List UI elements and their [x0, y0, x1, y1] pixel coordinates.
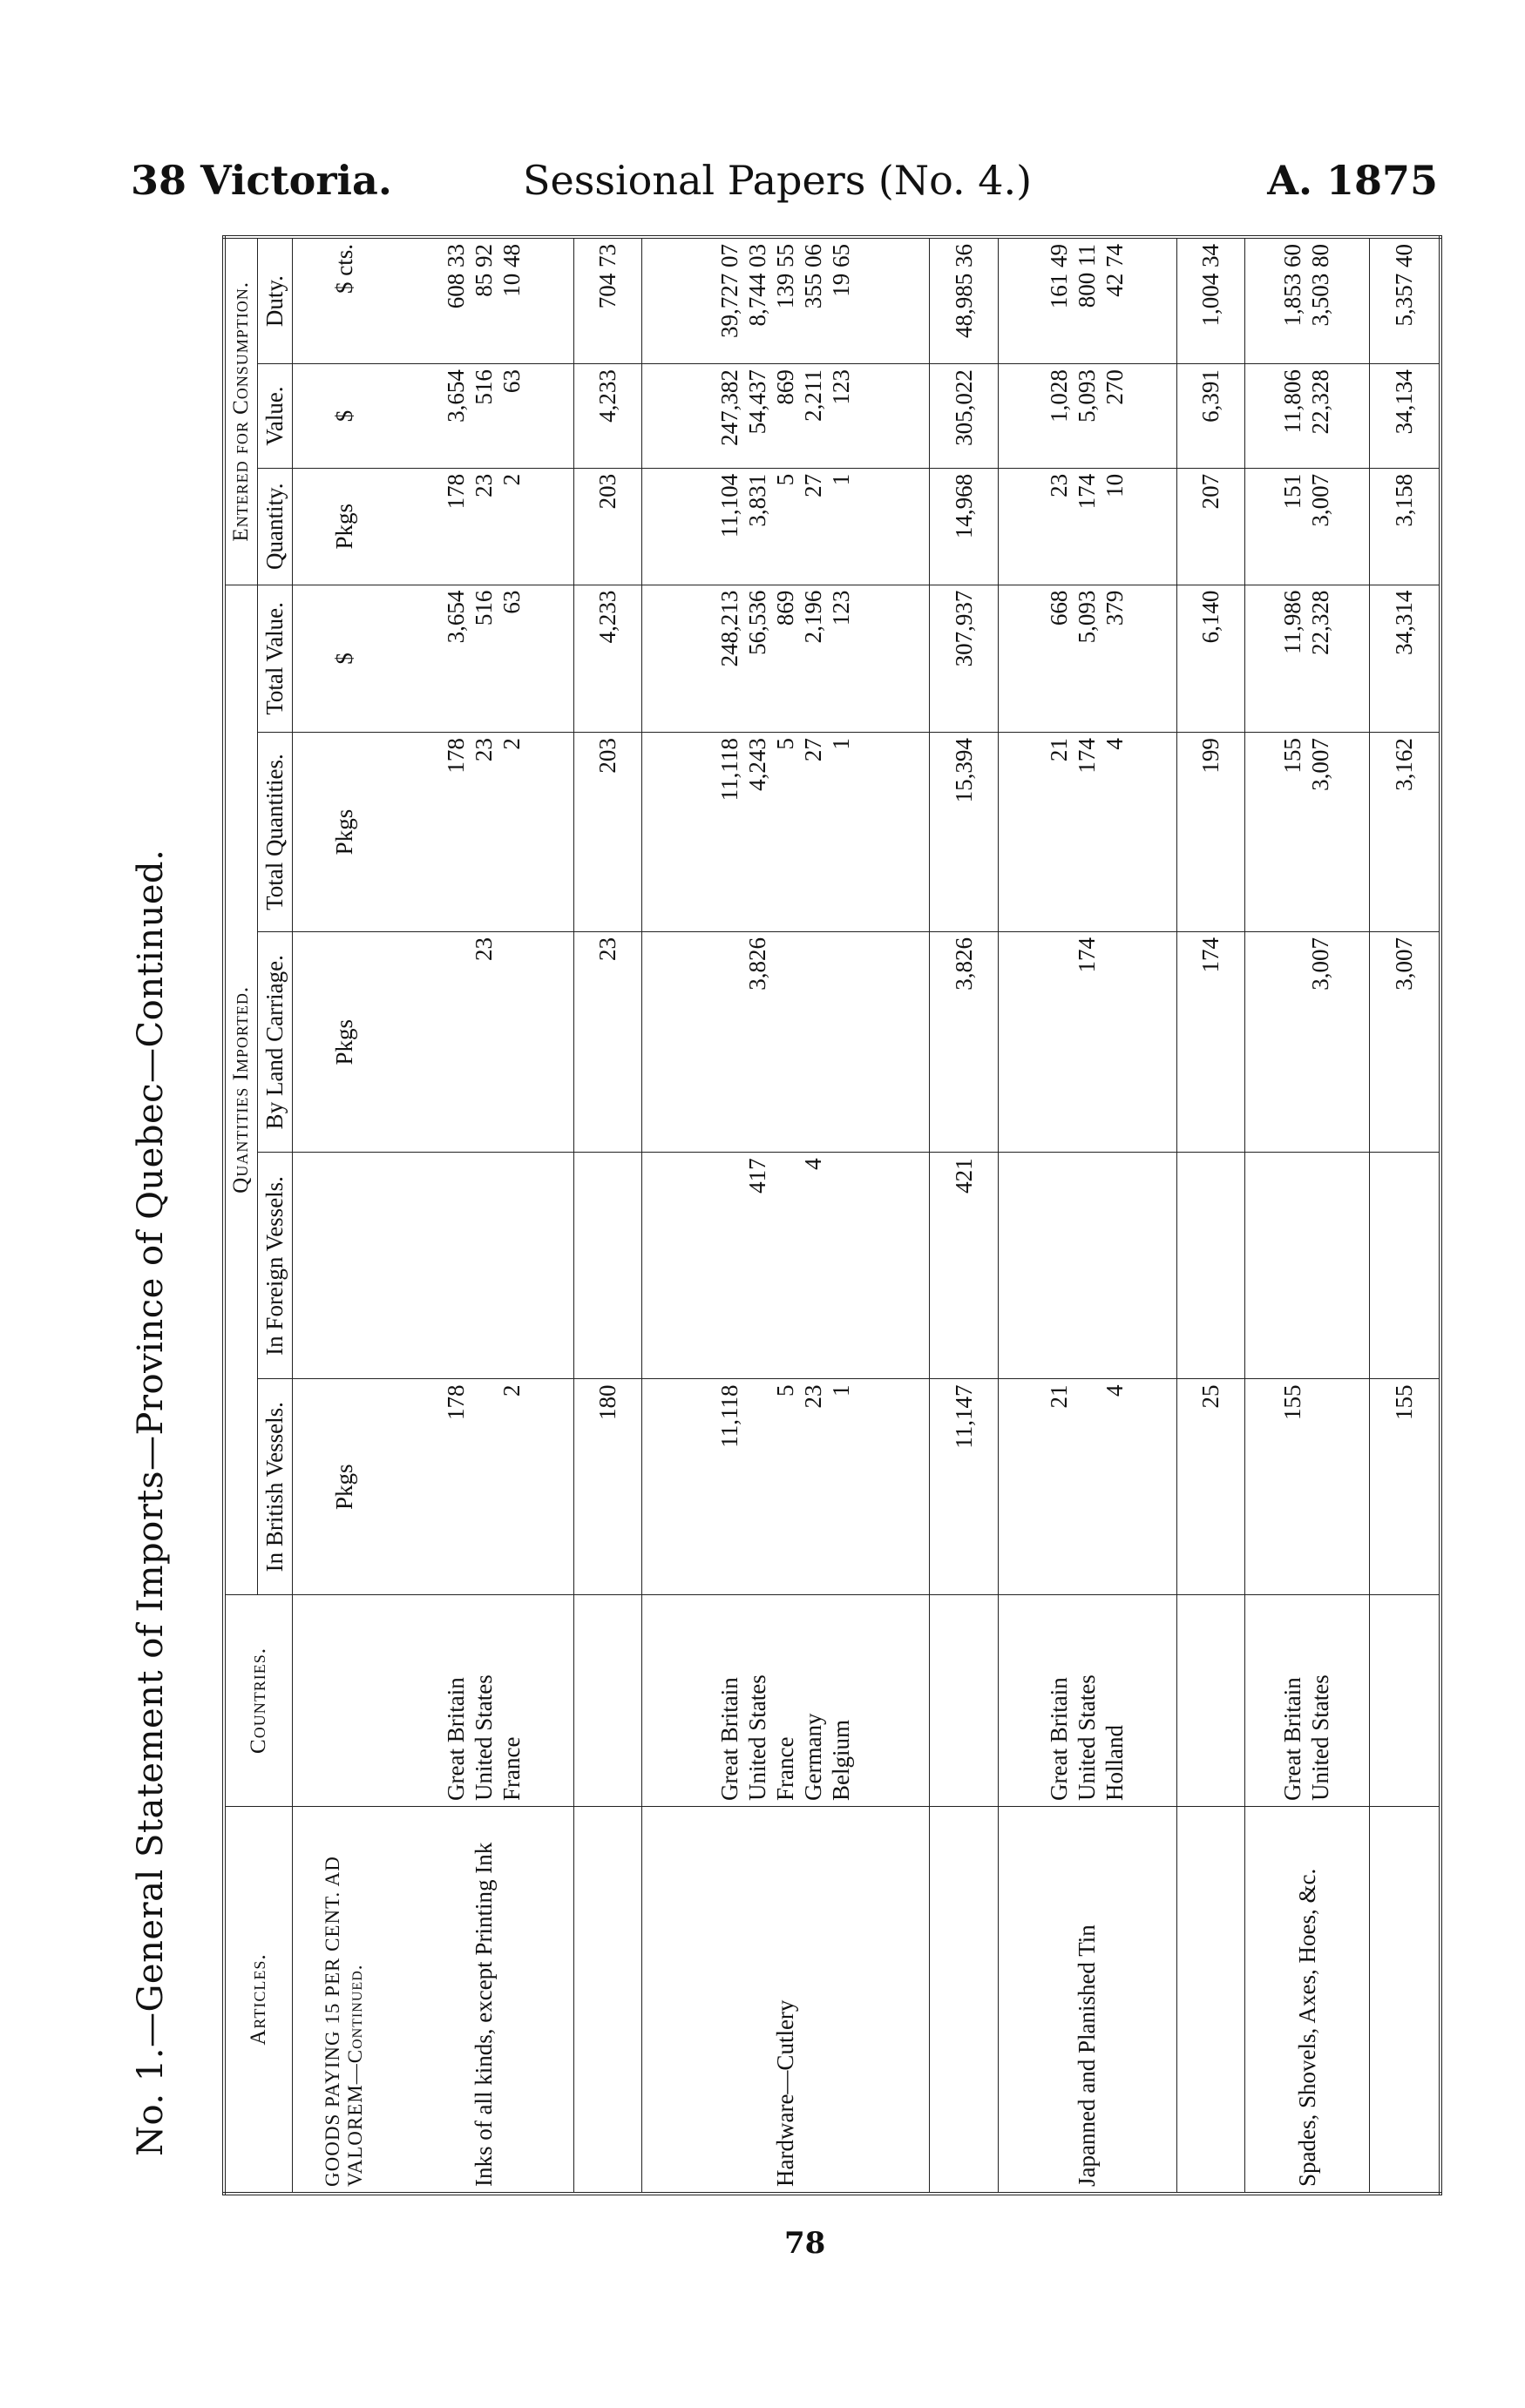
cell-cons-qty: [396, 468, 573, 585]
country-name: Great Britain: [1279, 1677, 1306, 1801]
cell-value: [1046, 937, 1074, 1147]
cell-value: 5: [771, 738, 798, 750]
cell-value: 85 92: [471, 244, 498, 297]
subtotal-total-val: 307,937: [930, 585, 998, 732]
cell-duty: [642, 237, 930, 364]
country-list: [642, 1595, 930, 1807]
cell-value: 23: [471, 738, 498, 762]
header-entered-for-consumption: Entered for Consumption.: [224, 237, 258, 585]
cell-british: [642, 1379, 930, 1595]
subtotal-cons-val: 34,134: [1370, 364, 1440, 469]
table-body: [293, 237, 1441, 2194]
unit-cons-val: $: [293, 364, 396, 469]
subtotal-total-qty: 203: [573, 733, 641, 932]
subtotal-blank: [1176, 1807, 1244, 2195]
cell-value: 10 48: [498, 244, 525, 297]
country-name: Great Britain: [1046, 1677, 1073, 1801]
subtotal-total-val: 6,140: [1176, 585, 1244, 732]
cell-value: [1279, 937, 1307, 1147]
cell-british: [1245, 1379, 1370, 1595]
cell-value: 4: [1101, 1384, 1128, 1397]
country-name: Great Britain: [716, 1677, 743, 1801]
header-value: Value.: [258, 364, 293, 469]
cell-value: 2: [498, 1384, 525, 1397]
cell-value: 3,007: [1307, 937, 1334, 991]
cell-value: [443, 937, 471, 1147]
header-british-vessels: In British Vessels.: [258, 1379, 293, 1595]
header-sessional-papers: Sessional Papers (No. 4.): [523, 157, 1033, 204]
header-year: A. 1875: [1267, 157, 1438, 204]
country-name: Great Britain: [443, 1677, 470, 1801]
cell-value: 63: [498, 369, 525, 394]
cell-value: 3,654: [443, 590, 470, 644]
cell-total-val: [1245, 585, 1370, 732]
cell-value: 39,727 07: [716, 244, 743, 338]
cell-value: [800, 937, 828, 1147]
subtotal-foreign: [1176, 1153, 1244, 1379]
subtotal-foreign: 421: [930, 1153, 998, 1379]
cell-value: 516: [471, 590, 498, 626]
article-name: Spades, Shovels, Axes, Hoes, &c.: [1245, 1807, 1370, 2195]
cell-value: 174: [1073, 937, 1100, 973]
cell-value: 1: [827, 473, 854, 486]
cell-value: 1,028: [1046, 369, 1073, 423]
cell-cons-qty: [998, 468, 1176, 585]
cell-value: [744, 1384, 772, 1589]
cell-value: 3,503 80: [1307, 244, 1334, 327]
unit-british: Pkgs: [293, 1379, 396, 1595]
table-row: [396, 237, 573, 2194]
country-list: [1245, 1595, 1370, 1807]
header-total-quantities: Total Quantities.: [258, 733, 293, 932]
cell-land: [998, 932, 1176, 1153]
cell-value: 379: [1101, 590, 1128, 626]
imports-table-container: [222, 235, 1442, 2195]
cell-total-qty: [396, 733, 573, 932]
cell-value: 11,986: [1279, 590, 1306, 654]
cell-value: 5: [771, 1384, 798, 1397]
table-title: No. 1.—General Statement of Imports—Province of Quebec—Continued.: [131, 849, 171, 2156]
cell-foreign: [998, 1153, 1176, 1379]
cell-foreign: [1245, 1153, 1370, 1379]
cell-cons-val: [642, 364, 930, 469]
cell-value: 23: [1046, 473, 1073, 497]
subtotal-land: 174: [1176, 932, 1244, 1153]
subtotal-blank: [930, 1595, 998, 1807]
subtotal-duty: 5,357 40: [1370, 237, 1440, 364]
cell-duty: [396, 237, 573, 364]
cell-value: 1: [827, 738, 854, 750]
cell-cons-val: [396, 364, 573, 469]
subtotal-duty: 1,004 34: [1176, 237, 1244, 364]
cell-value: [1101, 1158, 1129, 1373]
cell-value: 123: [827, 369, 854, 405]
cell-value: [471, 1158, 498, 1373]
cell-value: 11,118: [716, 738, 743, 802]
cell-value: 2,211: [799, 369, 826, 422]
subtotal-blank: [1370, 1807, 1440, 2195]
subtotal-british: 11,147: [930, 1379, 998, 1595]
header-quantity: Quantity.: [258, 468, 293, 585]
cell-value: [828, 937, 856, 1147]
article-name: Hardware—Cutlery: [642, 1807, 930, 2195]
cell-value: 417: [744, 1158, 771, 1194]
cell-value: 27: [799, 738, 826, 762]
header-articles: Articles.: [224, 1807, 293, 2195]
cell-value: 869: [771, 590, 798, 626]
cell-cons-qty: [1245, 468, 1370, 585]
cell-value: 248,213: [716, 590, 743, 667]
cell-value: 1: [827, 1384, 854, 1397]
subtotal-row: [573, 237, 641, 2194]
cell-value: 178: [443, 473, 470, 510]
cell-cons-qty: [642, 468, 930, 585]
cell-value: 23: [471, 473, 498, 497]
cell-value: 668: [1046, 590, 1073, 626]
cell-value: [716, 937, 744, 1147]
subtotal-blank: [1176, 1595, 1244, 1807]
cell-value: 4: [1101, 738, 1128, 750]
country-name: France: [498, 1736, 525, 1801]
cell-total-val: [396, 585, 573, 732]
cell-value: [1074, 1158, 1101, 1373]
cell-value: 3,654: [443, 369, 470, 423]
cell-value: 11,118: [716, 1384, 743, 1448]
cell-total-qty: [1245, 733, 1370, 932]
imports-table: [222, 235, 1442, 2195]
country-list: [396, 1595, 573, 1807]
subtotal-cons-qty: 3,158: [1370, 468, 1440, 585]
country-name: United States: [744, 1674, 771, 1801]
subtotal-duty: 48,985 36: [930, 237, 998, 364]
cell-cons-val: [1245, 364, 1370, 469]
unit-total-qty: Pkgs: [293, 733, 396, 932]
cell-duty: [998, 237, 1176, 364]
section-heading: GOODS PAYING 15 PER CENT. AD VALOREM—Continued.: [293, 1807, 396, 2195]
cell-value: 155: [1279, 1384, 1306, 1420]
cell-value: 151: [1279, 473, 1306, 510]
cell-total-val: [998, 585, 1176, 732]
unit-land: Pkgs: [293, 932, 396, 1153]
unit-cons-qty: Pkgs: [293, 468, 396, 585]
subtotal-total-val: 34,314: [1370, 585, 1440, 732]
subtotal-total-qty: 199: [1176, 733, 1244, 932]
cell-value: 54,437: [744, 369, 771, 435]
cell-value: 123: [827, 590, 854, 626]
subtotal-british: 155: [1370, 1379, 1440, 1595]
cell-value: [1307, 1158, 1335, 1373]
subtotal-land: 3,007: [1370, 932, 1440, 1153]
cell-value: [498, 1158, 526, 1373]
cell-value: 161 49: [1046, 244, 1073, 309]
subtotal-duty: 704 73: [573, 237, 641, 364]
cell-british: [396, 1379, 573, 1595]
cell-value: 178: [443, 738, 470, 774]
cell-value: 4,243: [744, 738, 771, 791]
cell-value: [1046, 1158, 1074, 1373]
cell-foreign: [642, 1153, 930, 1379]
cell-value: 4: [799, 1158, 826, 1170]
cell-foreign: [396, 1153, 573, 1379]
country-name: France: [771, 1736, 798, 1801]
cell-value: 11,104: [716, 473, 743, 538]
country-name: Belgium: [827, 1720, 854, 1801]
cell-value: 5,093: [1073, 369, 1100, 423]
cell-value: 42 74: [1101, 244, 1128, 297]
header-duty: Duty.: [258, 237, 293, 364]
subtotal-foreign: [573, 1153, 641, 1379]
cell-value: 247,382: [716, 369, 743, 446]
cell-value: 2: [498, 473, 525, 486]
cell-value: 355 06: [799, 244, 826, 309]
subtotal-row: [1176, 237, 1244, 2194]
units-row: [293, 237, 396, 2194]
cell-value: 155: [1279, 738, 1306, 774]
cell-value: [1279, 1158, 1307, 1373]
page-number: 78: [784, 2226, 826, 2261]
cell-value: 8,744 03: [744, 244, 771, 327]
country-name: United States: [471, 1674, 498, 1801]
country-name: United States: [1307, 1674, 1334, 1801]
header-quantities-imported: Quantities Imported.: [224, 585, 258, 1594]
cell-british: [998, 1379, 1176, 1595]
subtotal-blank: [930, 1807, 998, 2195]
cell-value: [772, 937, 800, 1147]
cell-value: [1307, 1384, 1335, 1589]
subtotal-blank: [573, 1807, 641, 2195]
cell-value: 2: [498, 738, 525, 750]
cell-value: 22,328: [1307, 590, 1334, 655]
subtotal-total-qty: 15,394: [930, 733, 998, 932]
cell-value: 5: [771, 473, 798, 486]
cell-value: 21: [1046, 738, 1073, 762]
cell-total-qty: [642, 733, 930, 932]
subtotal-british: 25: [1176, 1379, 1244, 1595]
cell-land: [1245, 932, 1370, 1153]
header-land-carriage: By Land Carriage.: [258, 932, 293, 1153]
cell-land: [396, 932, 573, 1153]
unit-duty: $ cts.: [293, 237, 396, 364]
table-row: [998, 237, 1176, 2194]
header-foreign-vessels: In Foreign Vessels.: [258, 1153, 293, 1379]
cell-value: 869: [771, 369, 798, 405]
cell-value: [828, 1158, 856, 1373]
cell-value: 23: [471, 937, 498, 962]
country-name: Holland: [1101, 1725, 1128, 1801]
cell-value: [1074, 1384, 1101, 1589]
subtotal-total-val: 4,233: [573, 585, 641, 732]
cell-value: 10: [1101, 473, 1128, 497]
cell-value: [772, 1158, 800, 1373]
subtotal-cons-qty: 14,968: [930, 468, 998, 585]
country-name: United States: [1073, 1674, 1100, 1801]
cell-value: 56,536: [744, 590, 771, 655]
cell-value: 27: [799, 473, 826, 497]
units-countries: [293, 1595, 396, 1807]
cell-value: 174: [1073, 473, 1100, 510]
cell-value: 19 65: [827, 244, 854, 297]
cell-value: 178: [443, 1384, 470, 1420]
cell-value: [1101, 937, 1129, 1147]
cell-cons-val: [998, 364, 1176, 469]
header-session: 38 Victoria.: [131, 157, 392, 204]
header-countries: Countries.: [224, 1595, 293, 1807]
table-row: [1245, 237, 1370, 2194]
cell-value: 516: [471, 369, 498, 405]
cell-value: 11,806: [1279, 369, 1306, 434]
cell-value: 270: [1101, 369, 1128, 405]
cell-value: [471, 1384, 498, 1589]
cell-value: 2,196: [799, 590, 826, 644]
subtotal-british: 180: [573, 1379, 641, 1595]
cell-value: 3,007: [1307, 473, 1334, 527]
unit-total-val: $: [293, 585, 396, 732]
cell-value: [498, 937, 526, 1147]
header-total-value: Total Value.: [258, 585, 293, 732]
cell-value: 23: [799, 1384, 826, 1409]
cell-value: 1,853 60: [1279, 244, 1306, 327]
subtotal-cons-qty: 207: [1176, 468, 1244, 585]
country-name: Germany: [799, 1713, 826, 1801]
cell-value: 22,328: [1307, 369, 1334, 435]
subtotal-cons-qty: 203: [573, 468, 641, 585]
subtotal-total-qty: 3,162: [1370, 733, 1440, 932]
subtotal-land: 3,826: [930, 932, 998, 1153]
subtotal-blank: [1370, 1595, 1440, 1807]
country-list: [998, 1595, 1176, 1807]
cell-value: [443, 1158, 471, 1373]
cell-value: 21: [1046, 1384, 1073, 1409]
subtotal-cons-val: 4,233: [573, 364, 641, 469]
subtotal-land: 23: [573, 932, 641, 1153]
subtotal-cons-val: 6,391: [1176, 364, 1244, 469]
cell-value: 139 55: [771, 244, 798, 309]
cell-value: 800 11: [1073, 244, 1100, 308]
cell-total-val: [642, 585, 930, 732]
cell-value: 63: [498, 590, 525, 614]
subtotal-cons-val: 305,022: [930, 364, 998, 469]
article-name: Japanned and Planished Tin: [998, 1807, 1176, 2195]
cell-value: 3,826: [744, 937, 771, 991]
cell-value: 3,007: [1307, 738, 1334, 791]
subtotal-row: [930, 237, 998, 2194]
unit-foreign: [293, 1153, 396, 1379]
cell-value: [716, 1158, 744, 1373]
article-name: Inks of all kinds, except Printing Ink: [396, 1807, 573, 2195]
cell-land: [642, 932, 930, 1153]
subtotal-row: [1370, 237, 1440, 2194]
cell-value: 3,831: [744, 473, 771, 527]
table-row: [642, 237, 930, 2194]
cell-total-qty: [998, 733, 1176, 932]
subtotal-foreign: [1370, 1153, 1440, 1379]
cell-value: 174: [1073, 738, 1100, 774]
cell-value: 5,093: [1073, 590, 1100, 644]
subtotal-blank: [573, 1595, 641, 1807]
cell-value: 608 33: [443, 244, 470, 309]
cell-duty: [1245, 237, 1370, 364]
